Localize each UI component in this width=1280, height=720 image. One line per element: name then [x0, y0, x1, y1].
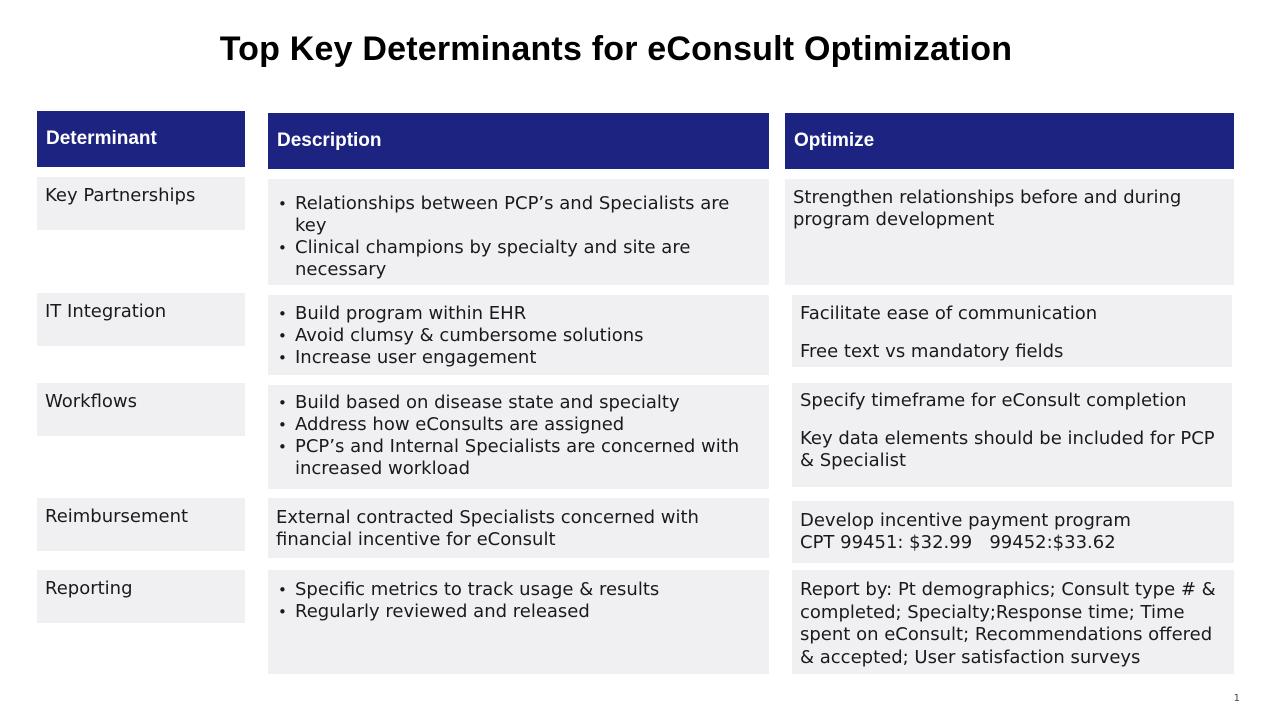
optimize-cpt-codes: CPT 99451: $32.99 99452:$33.62 [800, 532, 1116, 553]
optimize-text: Develop incentive payment program [800, 510, 1131, 531]
optimize-reimbursement [792, 501, 1234, 563]
description-reimbursement [268, 498, 769, 558]
determinant-reporting [37, 570, 245, 623]
optimize-key-partnerships [785, 179, 1234, 285]
header-description [268, 113, 769, 169]
optimize-it-integration [792, 295, 1232, 367]
description-list [276, 303, 761, 369]
page-number: 1 [1233, 693, 1240, 704]
description-bullet: • Regularly reviewed and released [276, 601, 761, 623]
description-key-partnerships [268, 179, 769, 285]
determinant-label: Key Partnerships [45, 185, 196, 206]
optimize-text: Key data elements should be included for PCP & Specialist [800, 428, 1215, 471]
description-bullet: • Avoid clumsy & cumbersome solutions [276, 325, 761, 347]
description-list [276, 392, 761, 480]
description-bullet: • Clinical champions by specialty and site are necessary [276, 237, 761, 281]
description-bullet: • Specific metrics to track usage & results [276, 579, 761, 601]
description-bullet: • PCP’s and Internal Specialists are concerned with increased workload [276, 436, 761, 480]
determinant-label: Reporting [45, 578, 133, 599]
description-workflows [268, 385, 769, 489]
description-bullet: • Address how eConsults are assigned [276, 414, 761, 436]
optimize-workflows [792, 383, 1232, 487]
determinant-label: IT Integration [45, 301, 167, 322]
description-bullet: • Increase user engagement [276, 347, 761, 369]
description-bullet: • Build program within EHR [276, 303, 761, 325]
description-list [276, 579, 761, 623]
determinant-key-partnerships [37, 177, 245, 230]
optimize-text: Specify timeframe for eConsult completion [800, 390, 1187, 411]
determinant-label: Workflows [45, 391, 138, 412]
description-text: External contracted Specialists concerned with financial incentive for eConsult [276, 507, 699, 550]
slide-title: Top Key Determinants for eConsult Optimization [219, 30, 1013, 68]
determinant-workflows [37, 383, 245, 436]
header-description-label: Description [277, 130, 382, 151]
determinant-reimbursement [37, 498, 245, 551]
description-bullet: • Relationships between PCP’s and Specialists are key [276, 193, 761, 237]
determinant-it-integration [37, 293, 245, 346]
optimize-text: Strengthen relationships before and during program development [793, 187, 1182, 230]
description-bullet: • Build based on disease state and specialty [276, 392, 761, 414]
optimize-text: Facilitate ease of communication [800, 303, 1098, 324]
determinant-label: Reimbursement [45, 506, 189, 527]
header-determinant [37, 111, 245, 167]
optimize-reporting [792, 570, 1234, 674]
optimize-text: Free text vs mandatory fields [800, 341, 1064, 362]
header-optimize [785, 113, 1234, 169]
description-it-integration [268, 295, 769, 375]
header-determinant-label: Determinant [46, 128, 157, 149]
description-list [276, 193, 761, 281]
description-reporting [268, 570, 769, 674]
header-optimize-label: Optimize [794, 130, 875, 151]
optimize-text: Report by: Pt demographics; Consult type # & completed; Specialty;Response time; Time spent on eConsult; Recommendations offered & accepted; User satisfaction surveys [800, 579, 1216, 668]
